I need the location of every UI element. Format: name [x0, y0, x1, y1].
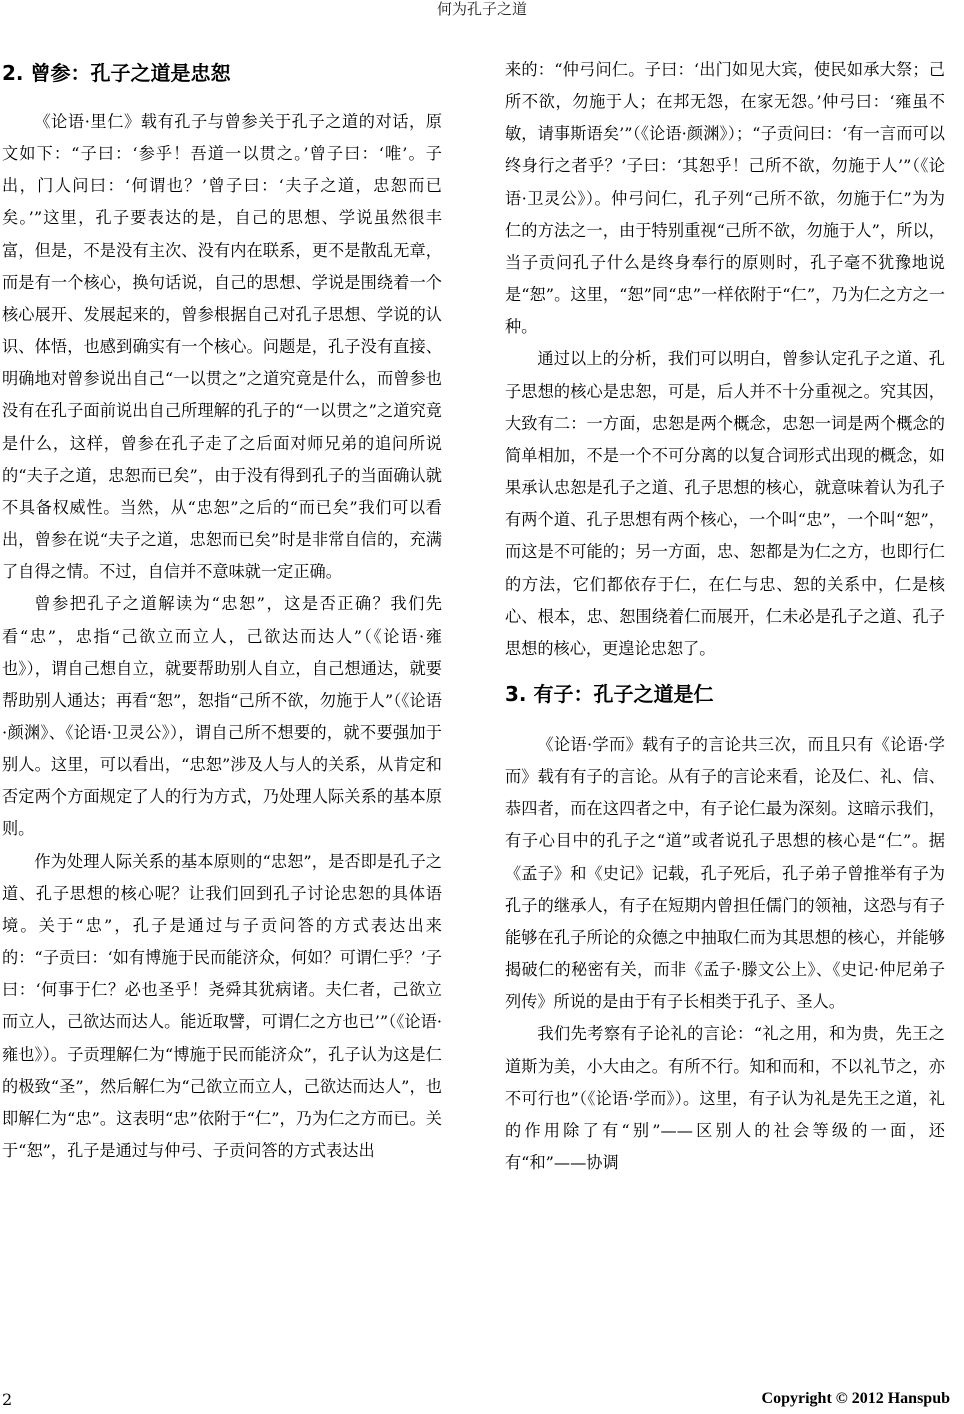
copyright-notice: Copyright © 2012 Hanspub: [761, 1390, 950, 1407]
body-paragraph-continued: 来的：“仲弓问仁。子曰：‘出门如见大宾，使民如承大祭；己所不欲，勿施于人；在邦无怨，在家无怨。’仲弓曰：‘雍虽不敏，请事斯语矣’”（《论语·颜渊》）；“子贡问曰：‘有一言而可以终身行之者乎？’子曰：‘其恕乎！己所不欲，勿施于人’”（《论语·卫灵公》）。仲弓问仁，孔子列“己所不欲，勿施于仁”为为仁的方法之一，由于特别重视“己所不欲，勿施于人”，所以，当子贡问孔子什么是终身奉行的原则时，孔子毫不犹豫地说是“恕”。这里，“恕”同“忠”一样依附于“仁”，乃为仁之方之一种。: [505, 60, 945, 337]
body-paragraph: 曾参把孔子之道解读为“忠恕”，这是否正确？我们先看“忠”，忠指“己欲立而立人，己欲达而达人”（《论语·雍也》），谓自己想自立，就要帮助别人自立，自己想通达，就要帮助别人通达；再看“恕”，恕指“己所不欲，勿施于人”（《论语·颜渊》、《论语·卫灵公》），谓自己所不想要的，就不要强加于别人。这里，可以看出，“忠恕”涉及人与人的关系，从肯定和否定两个方面规定了人的行为方式，乃处理人际关系的基本原则。: [2, 594, 442, 839]
body-paragraph: 《论语·学而》载有子的言论共三次，而且只有《论语·学而》载有有子的言论。从有子的言论来看，论及仁、礼、信、恭四者，而在这四者之中，有子论仁最为深刻。这暗示我们，有子心目中的孔子之“道”或者说孔子思想的核心是“仁”。据《孟子》和《史记》记载，孔子死后，孔子弟子曾推举有子为孔子的继承人，有子在短期内曾担任儒门的领袖，这恐与有子能够在孔子所论的众德之中抽取仁而为其思想的核心，并能够揭破仁的秘密有关，而非《孟子·滕文公上》、《史记·仲尼弟子列传》所说的是由于有子长相类于孔子、圣人。: [505, 734, 945, 1012]
body-paragraph: 通过以上的分析，我们可以明白，曾参认定孔子之道、孔子思想的核心是忠恕，可是，后人并不十分重视之。究其因，大致有二：一方面，忠恕是两个概念，忠恕一词是两个概念的简单相加，不是一个不可分离的以复合词形式出现的概念，如果承认忠恕是孔子之道、孔子思想的核心，就意味着认为孔子有两个道、孔子思想有两个核心，一个叫“忠”，一个叫“恕”，而这是不可能的；另一方面，忠、恕都是为仁之方，也即行仁的方法，它们都依存于仁，在仁与忠、恕的关系中，仁是核心、根本，忠、恕围绕着仁而展开，仁未必是孔子之道、孔子思想的核心，更遑论忠恕了。: [505, 349, 945, 658]
body-paragraph: 作为处理人际关系的基本原则的“忠恕”，是否即是孔子之道、孔子思想的核心呢？让我们回到孔子讨论忠恕的具体语境。关于“忠”，孔子是通过与子贡问答的方式表达出来的：“子贡曰：‘如有博施于民而能济众，何如？可谓仁乎？’子曰：‘何事于仁？必也圣乎！尧舜其犹病诸。夫仁者，己欲立而立人，己欲达而达人。能近取譬，可谓仁之方也已’”（《论语·雍也》）。子贡理解仁为“博施于民而能济众”，孔子认为这是仁的极致“圣”，然后解仁为“己欲立而立人，己欲达而达人”，也即解仁为“忠”。这表明“忠”依附于“仁”，乃为仁之方而已。关于“恕”，孔子是通过与仲弓、子贡问答的方式表达出: [2, 851, 442, 1160]
left-column: [2, 54, 442, 1167]
section-title-zengshen: 2. 曾参：孔子之道是忠恕: [2, 61, 231, 85]
right-column: [505, 54, 945, 1179]
running-header: 何为孔子之道: [436, 0, 527, 18]
body-paragraph: 我们先考察有子论礼的言论：“礼之用，和为贵，先王之道斯为美，小大由之。有所不行。知和而和，不以礼节之，亦不可行也”（《论语·学而》）。这里，有子认为礼是先王之道，礼的作用除了有“别”——区别人的社会等级的一面，还有“和”——协调: [505, 1024, 945, 1172]
section-title-youzi: 3. 有子：孔子之道是仁: [505, 681, 714, 706]
page-number: 2: [2, 1390, 13, 1409]
body-paragraph: 《论语·里仁》载有孔子与曾参关于孔子之道的对话，原文如下：“子曰：‘参乎！吾道一以贯之。’曾子曰：‘唯’。子出，门人问曰：‘何谓也？’曾子曰：‘夫子之道，忠恕而已矣。’”这里，孔子要表达的是，自己的思想、学说虽然很丰富，但是，不是没有主次、没有内在联系，更不是散乱无章，而是有一个核心，换句话说，自己的思想、学说是围绕着一个核心展开、发展起来的，曾参根据自己对孔子思想、学说的认识、体悟，也感到确实有一个核心。问题是，孔子没有直接、明确地对曾参说出自己“一以贯之”之道究竟是什么，而曾参也没有在孔子面前说出自己所理解的孔子的“一以贯之”之道究竟是什么，这样，曾参在孔子走了之后面对师兄弟的追问所说的“夫子之道，忠恕而已矣”，由于没有得到孔子的当面确认就不具备权威性。当然，从“忠恕”之后的“而已矣”我们可以看出，曾参在说“夫子之道，忠恕而已矣”时是非常自信的，充满了自得之情。不过，自信并不意味就一定正确。: [2, 112, 442, 582]
